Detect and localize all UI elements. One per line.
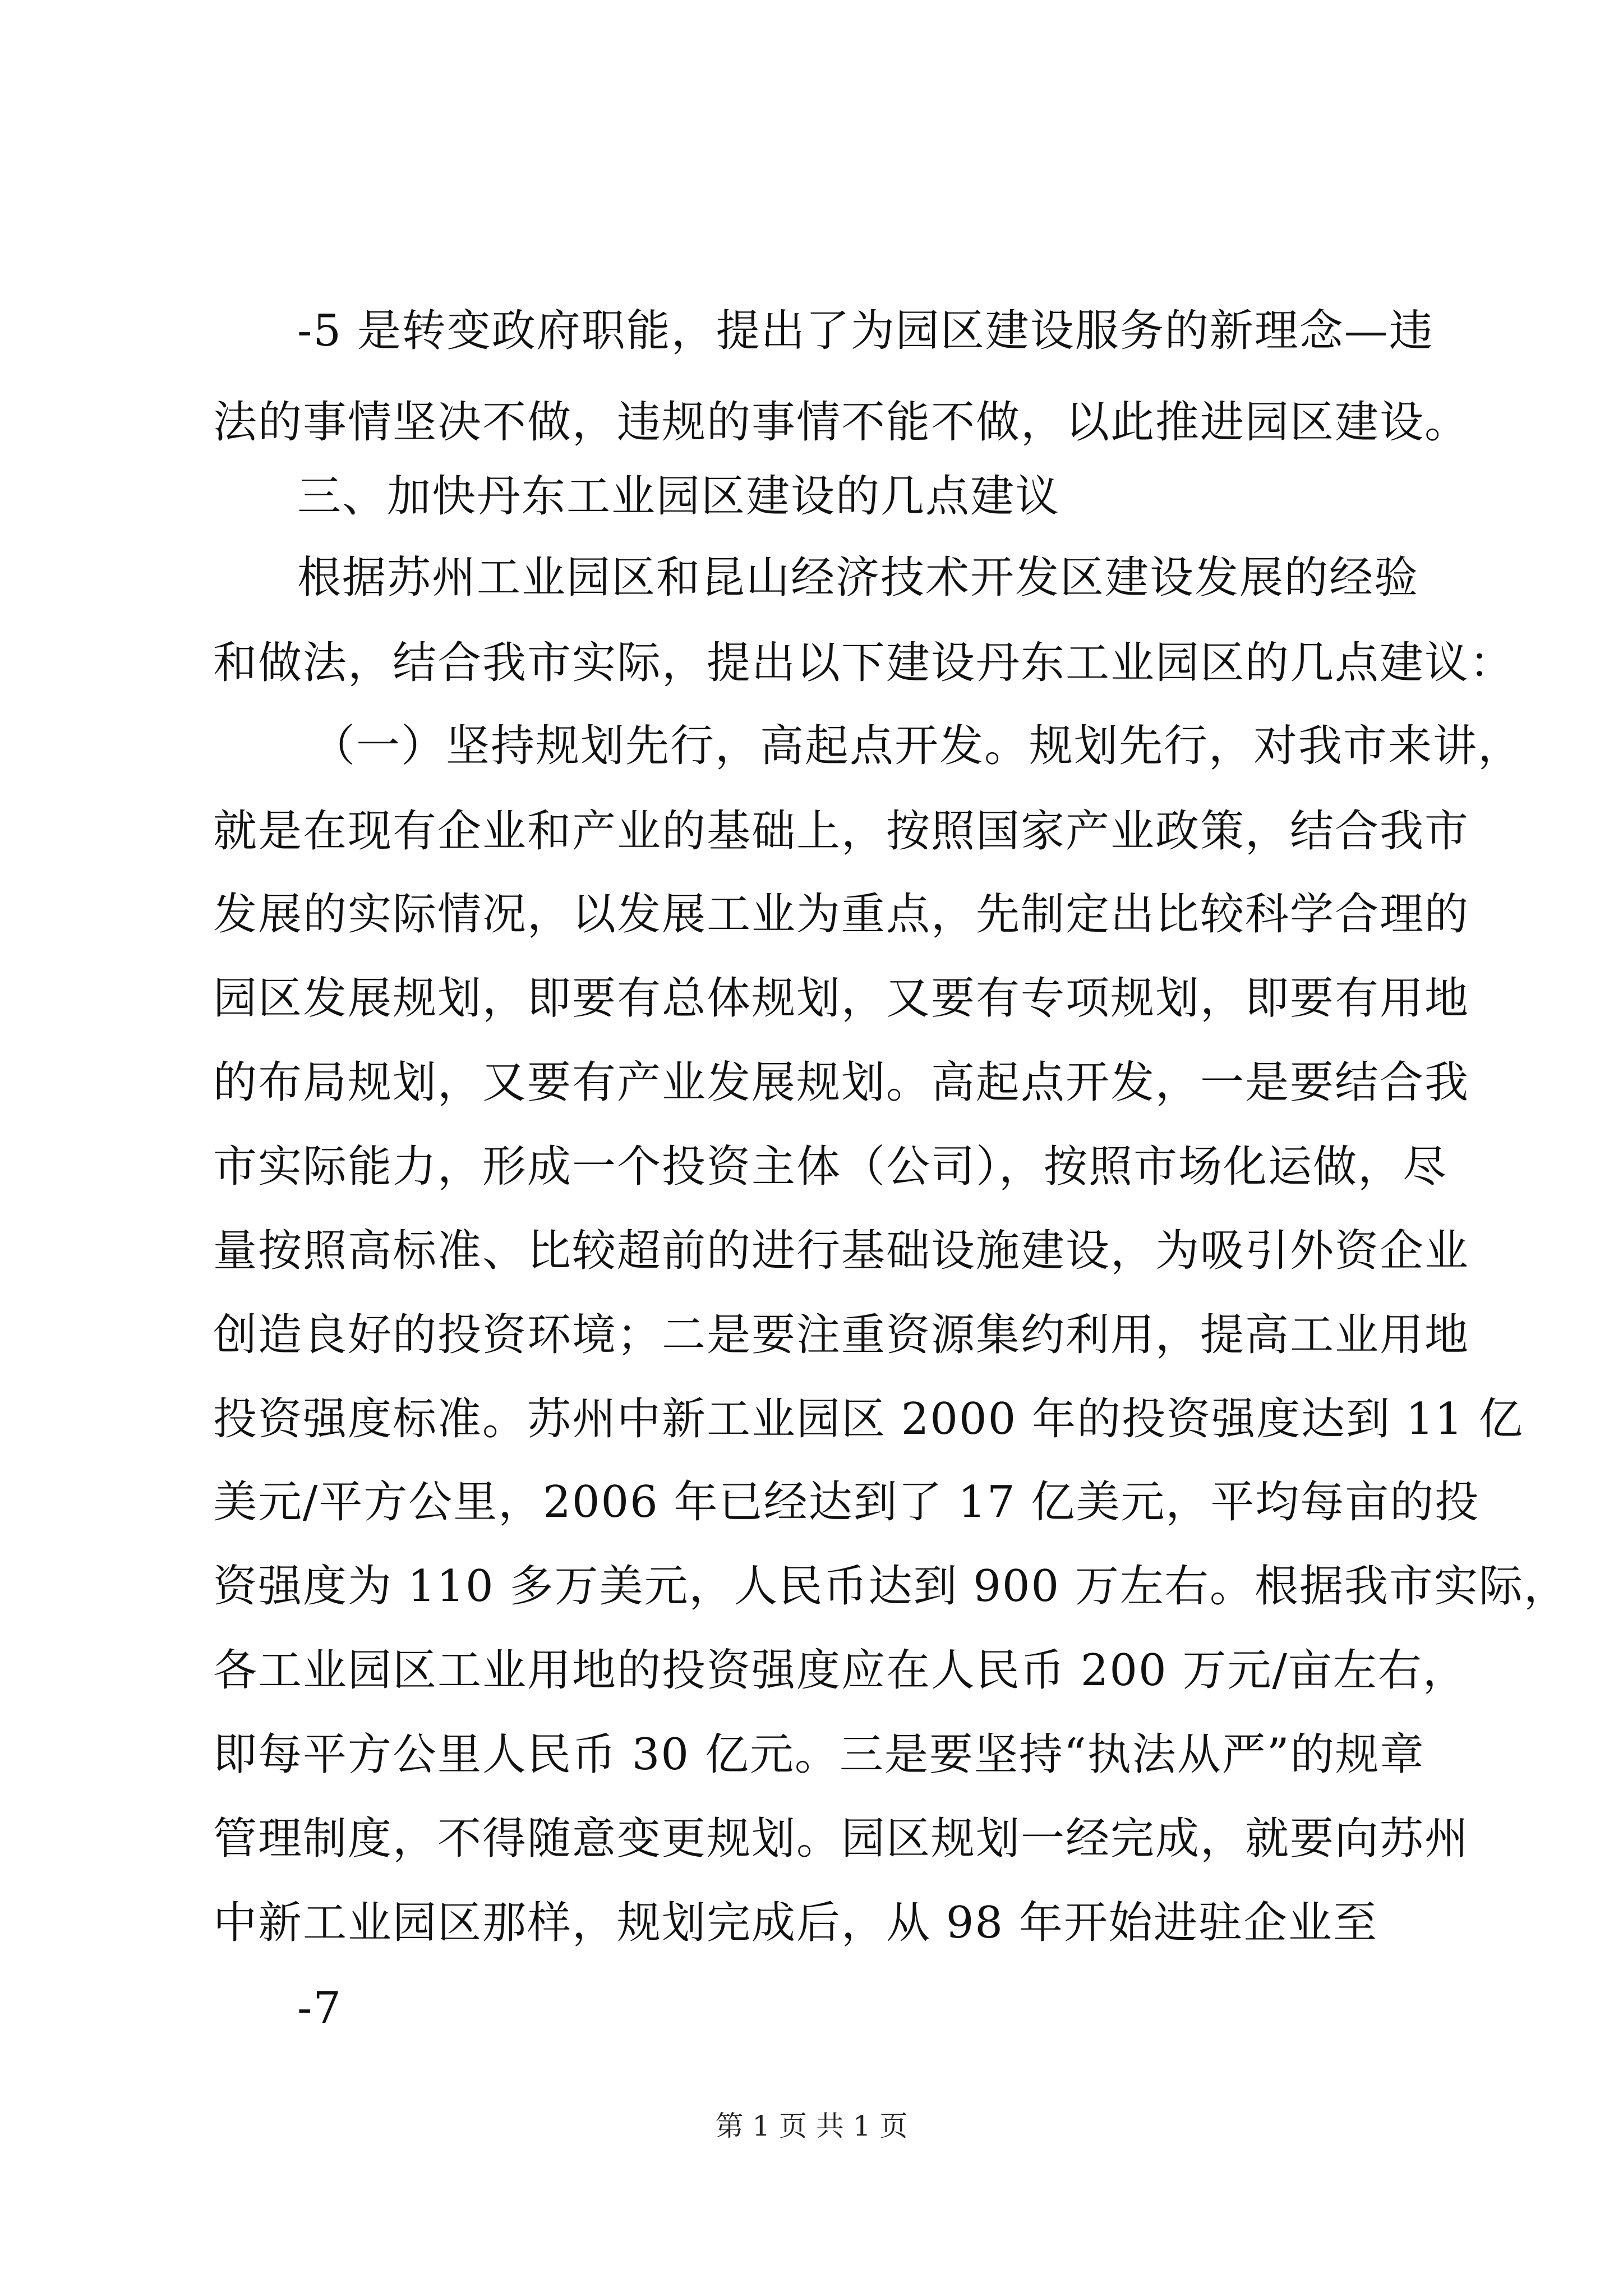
page-footer: 第 1 页 共 1 页 [715,2110,908,2142]
subsection-heading: （一）坚持规划先行，高起点开发。规划先行，对我市来讲， [311,721,1523,771]
text-line-19: 管理制度，不得随意变更规划。园区规划一经完成，就要向苏州 [213,1814,1470,1864]
text-line-4: 根据苏州工业园区和昆山经济技术开发区建设发展的经验 [297,553,1419,603]
text-line-1: -5 是转变政府职能，提出了为园区建设服务的新理念—违 [297,306,1434,356]
text-line-5: 和做法，结合我市实际，提出以下建设丹东工业园区的几点建议： [213,638,1515,688]
text-line-11: 市实际能力，形成一个投资主体（公司），按照市场化运做，尽 [213,1142,1448,1192]
text-line-18: 即每平方公里人民币 30 亿元。三是要坚持“执法从严”的规章 [213,1729,1425,1780]
text-line-17: 各工业园区工业用地的投资强度应在人民币 200 万元/亩左右， [213,1645,1468,1696]
text-line-14: 投资强度标准。苏州中新工业园区 2000 年的投资强度达到 11 亿 [213,1394,1524,1444]
text-line-9: 园区发展规划，即要有总体规划，又要有专项规划，即要有用地 [213,973,1470,1024]
text-line-8: 发展的实际情况，以发展工业为重点，先制定出比较科学合理的 [213,889,1470,940]
text-line-20: 中新工业园区那样，规划完成后，从 98 年开始进驻企业至 [213,1898,1378,1948]
text-line-12: 量按照高标准、比较超前的进行基础设施建设，为吸引外资企业 [213,1226,1470,1276]
text-line-16: 资强度为 110 多万美元，人民币达到 900 万左右。根据我市实际， [213,1561,1569,1612]
text-line-10: 的布局规划，又要有产业发展规划。高起点开发，一是要结合我 [213,1057,1470,1108]
text-line-7: 就是在现有企业和产业的基础上，按照国家产业政策，结合我市 [213,806,1470,857]
text-line-2: 法的事情坚决不做，违规的事情不能不做，以此推进园区建设。 [213,397,1470,448]
text-line-15: 美元/平方公里，2006 年已经达到了 17 亿美元，平均每亩的投 [213,1477,1480,1527]
page-marker: -7 [297,1983,342,2033]
text-line-13: 创造良好的投资环境；二是要注重资源集约利用，提高工业用地 [213,1310,1470,1360]
section-heading: 三、加快丹东工业园区建设的几点建议 [297,471,1061,522]
